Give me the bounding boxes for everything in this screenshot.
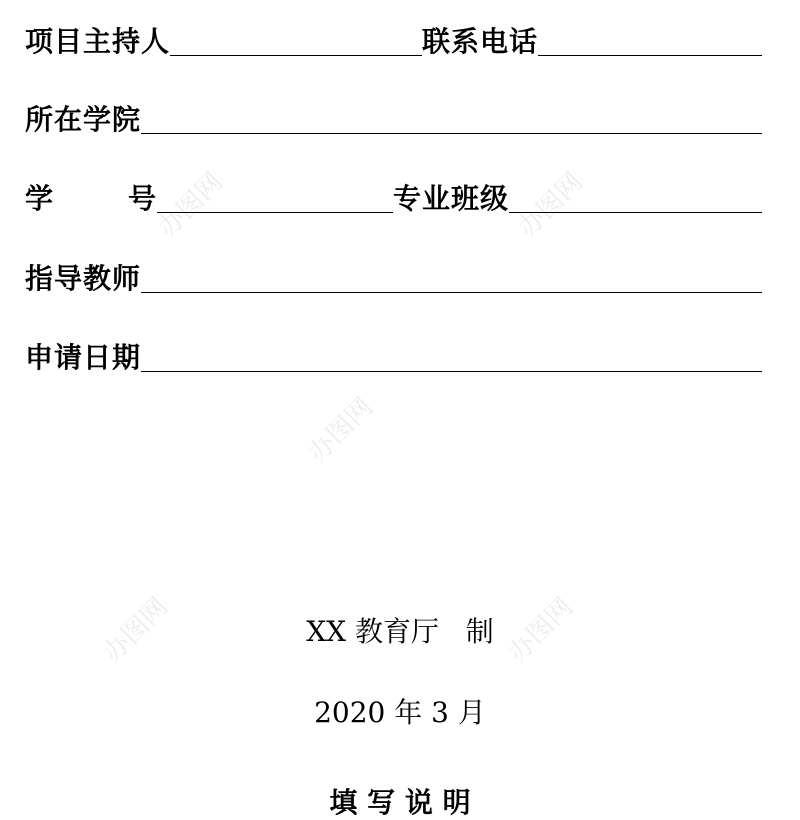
college-label: 所在学院 (25, 103, 142, 136)
watermark: 办图网 (502, 592, 579, 669)
student-id-field[interactable] (157, 212, 393, 213)
row-student-id (25, 175, 762, 215)
apply-date-label: 申请日期 (25, 341, 142, 374)
watermark: 办图网 (512, 167, 589, 244)
instructions-heading: 填 写 说 明 (329, 786, 471, 819)
student-id-label-2: 号 (128, 182, 158, 215)
row-advisor (25, 255, 762, 295)
watermark: 办图网 (97, 592, 174, 669)
phone-field[interactable] (538, 55, 762, 56)
project-leader-field[interactable] (170, 55, 422, 56)
major-class-label: 专业班级 (393, 182, 510, 215)
row-college (25, 96, 762, 136)
row-project-leader (25, 18, 762, 58)
watermark: 办图网 (152, 167, 229, 244)
college-field[interactable] (141, 133, 762, 134)
project-leader-label: 项目主持人 (25, 25, 171, 58)
advisor-field[interactable] (141, 292, 762, 293)
watermark: 办图网 (302, 392, 379, 469)
apply-date-field[interactable] (141, 371, 762, 372)
student-id-label-1: 学 (25, 182, 55, 215)
row-apply-date (25, 334, 762, 374)
advisor-label: 指导教师 (25, 262, 142, 295)
phone-label: 联系电话 (422, 25, 539, 58)
issue-date-text: 2020 年 3 月 (314, 696, 486, 729)
issuer-text: XX 教育厅 制 (306, 615, 494, 648)
major-class-field[interactable] (509, 212, 762, 213)
